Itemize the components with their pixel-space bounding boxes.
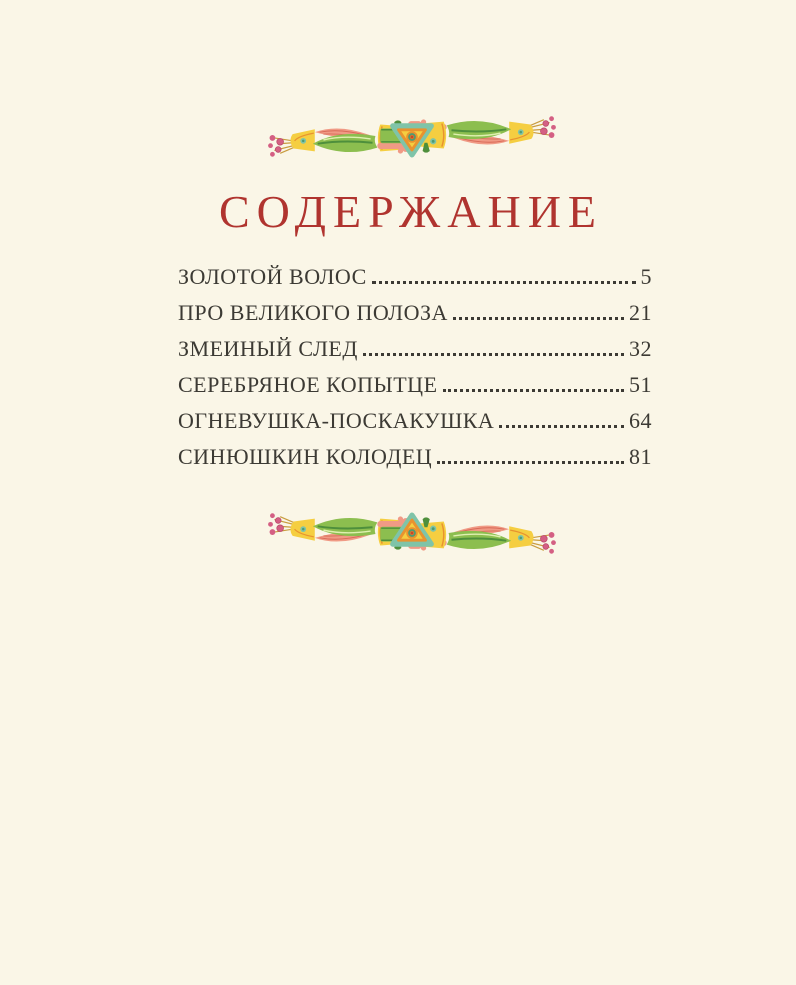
- toc-entry-page: 81: [629, 443, 652, 469]
- toc-entry: [178, 361, 652, 397]
- toc-entry: [178, 397, 652, 433]
- toc-entry-title: ПРО ВЕЛИКОГО ПОЛОЗА: [178, 299, 448, 325]
- toc-entry-title: ЗОЛОТОЙ ВОЛОС: [178, 263, 367, 289]
- toc-entry-page: 32: [629, 335, 652, 361]
- toc-entry: [178, 325, 652, 361]
- table-of-contents: [178, 253, 652, 469]
- dot-leader: [453, 317, 624, 320]
- toc-entry-title: ЗМЕИНЫЙ СЛЕД: [178, 335, 358, 361]
- ornament-top-wrap: [0, 0, 796, 163]
- toc-entry-page: 64: [629, 407, 652, 433]
- dot-leader: [443, 389, 624, 392]
- dot-leader: [372, 281, 636, 284]
- toc-entry-page: 21: [629, 299, 652, 325]
- page-title: СОДЕРЖАНИЕ: [218, 186, 604, 237]
- toc-entry-page: 5: [640, 263, 652, 289]
- dot-leader: [437, 461, 624, 464]
- floral-divider-top-icon: [258, 110, 566, 163]
- ornament-bottom-wrap: [0, 507, 796, 560]
- toc-entry-title: СИНЮШКИН КОЛОДЕЦ: [178, 443, 433, 469]
- toc-entry: [178, 433, 652, 469]
- toc-entry: [178, 253, 652, 289]
- dot-leader: [363, 353, 624, 356]
- toc-entry: [178, 289, 652, 325]
- toc-entry-title: ОГНЕВУШКА-ПОСКАКУШКА: [178, 407, 495, 433]
- toc-entry-title: СЕРЕБРЯНОЕ КОПЫТЦЕ: [178, 371, 438, 397]
- toc-entry-page: 51: [629, 371, 652, 397]
- floral-divider-bottom-icon: [258, 507, 566, 560]
- dot-leader: [499, 425, 624, 428]
